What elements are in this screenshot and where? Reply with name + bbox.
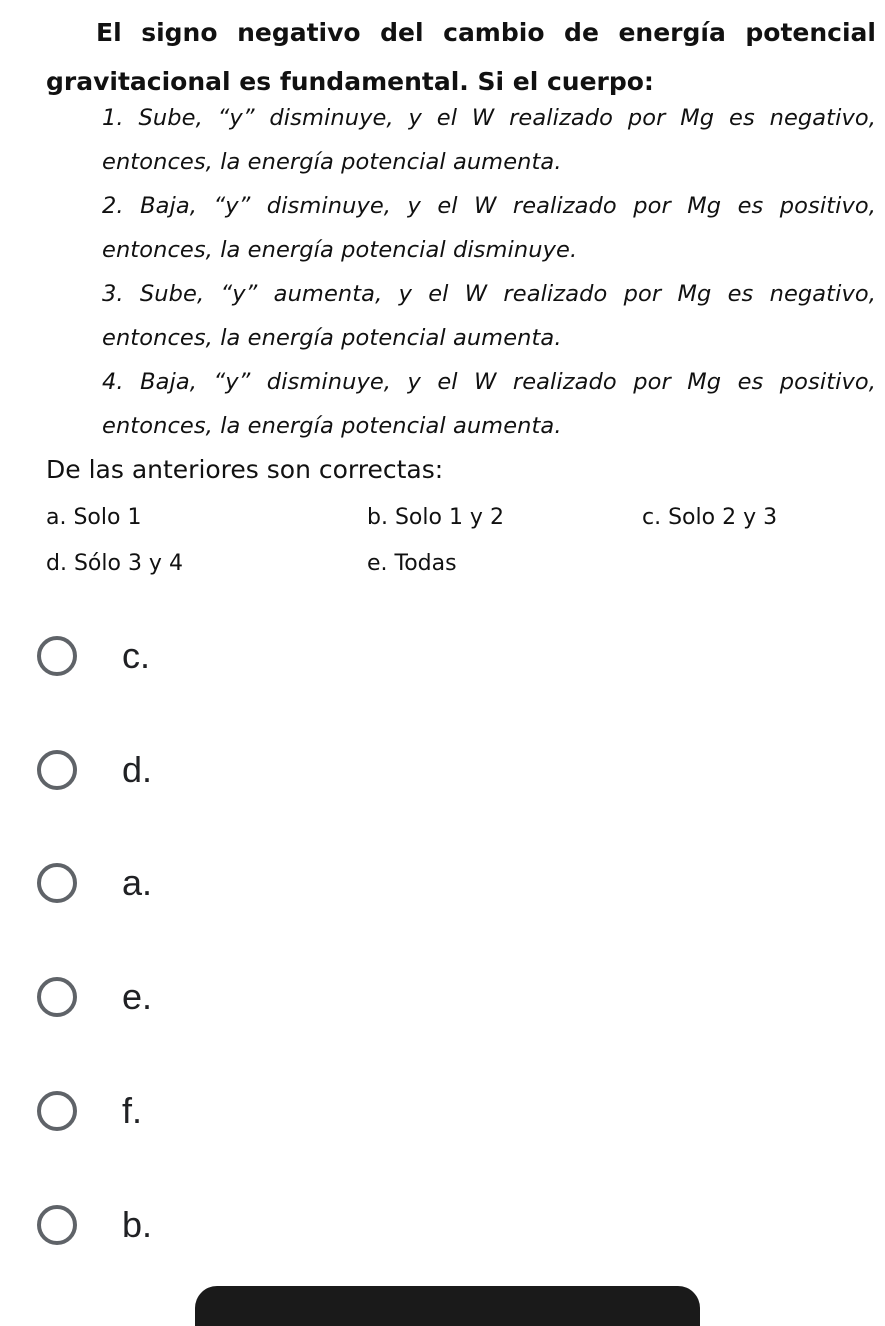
bottom-sheet-handle[interactable] xyxy=(195,1286,700,1326)
question-prompt: De las anteriores son correctas: xyxy=(46,455,444,484)
answer-option-label: c. xyxy=(122,635,151,676)
answer-option-a[interactable] xyxy=(37,853,367,913)
answer-option-b[interactable] xyxy=(37,1195,367,1255)
statement-3: 3. Sube, “y” aumenta, y el W realizado por Mg es negativo, entonces, la energía potencial aumenta. xyxy=(102,281,876,351)
statement-4: 4. Baja, “y” disminuye, y el W realizado por Mg es positivo, entonces, la energía potencial aumenta. xyxy=(102,369,876,439)
choice-b: b. Solo 1 y 2 xyxy=(367,505,504,530)
choice-e: e. Todas xyxy=(367,551,457,576)
statement-list xyxy=(102,96,876,448)
choice-c: c. Solo 2 y 3 xyxy=(642,505,778,530)
answer-option-f[interactable] xyxy=(37,1081,367,1141)
question-intro: El signo negativo del cambio de energía potencial gravitacional es fundamental. Si el cuerpo: xyxy=(46,18,876,96)
statement-2: 2. Baja, “y” disminuye, y el W realizado por Mg es positivo, entonces, la energía potencial disminuye. xyxy=(102,193,876,263)
question-image xyxy=(0,0,885,590)
answer-option-label: e. xyxy=(122,976,153,1017)
radio-button-a[interactable] xyxy=(37,863,77,903)
choice-a: a. Solo 1 xyxy=(46,505,142,530)
answer-option-d[interactable] xyxy=(37,740,367,800)
answer-option-label: a. xyxy=(122,862,153,903)
radio-button-f[interactable] xyxy=(37,1091,77,1131)
statement-1: 1. Sube, “y” disminuye, y el W realizado por Mg es negativo, entonces, la energía potencial aumenta. xyxy=(102,105,876,175)
radio-button-e[interactable] xyxy=(37,977,77,1017)
answer-option-c[interactable] xyxy=(37,626,367,686)
answer-option-label: d. xyxy=(122,749,153,790)
radio-button-c[interactable] xyxy=(37,636,77,676)
radio-button-d[interactable] xyxy=(37,750,77,790)
answer-option-label: b. xyxy=(122,1204,153,1245)
radio-button-b[interactable] xyxy=(37,1205,77,1245)
answer-option-label: f. xyxy=(122,1090,143,1131)
answer-option-e[interactable] xyxy=(37,967,367,1027)
choice-d: d. Sólo 3 y 4 xyxy=(46,551,183,576)
